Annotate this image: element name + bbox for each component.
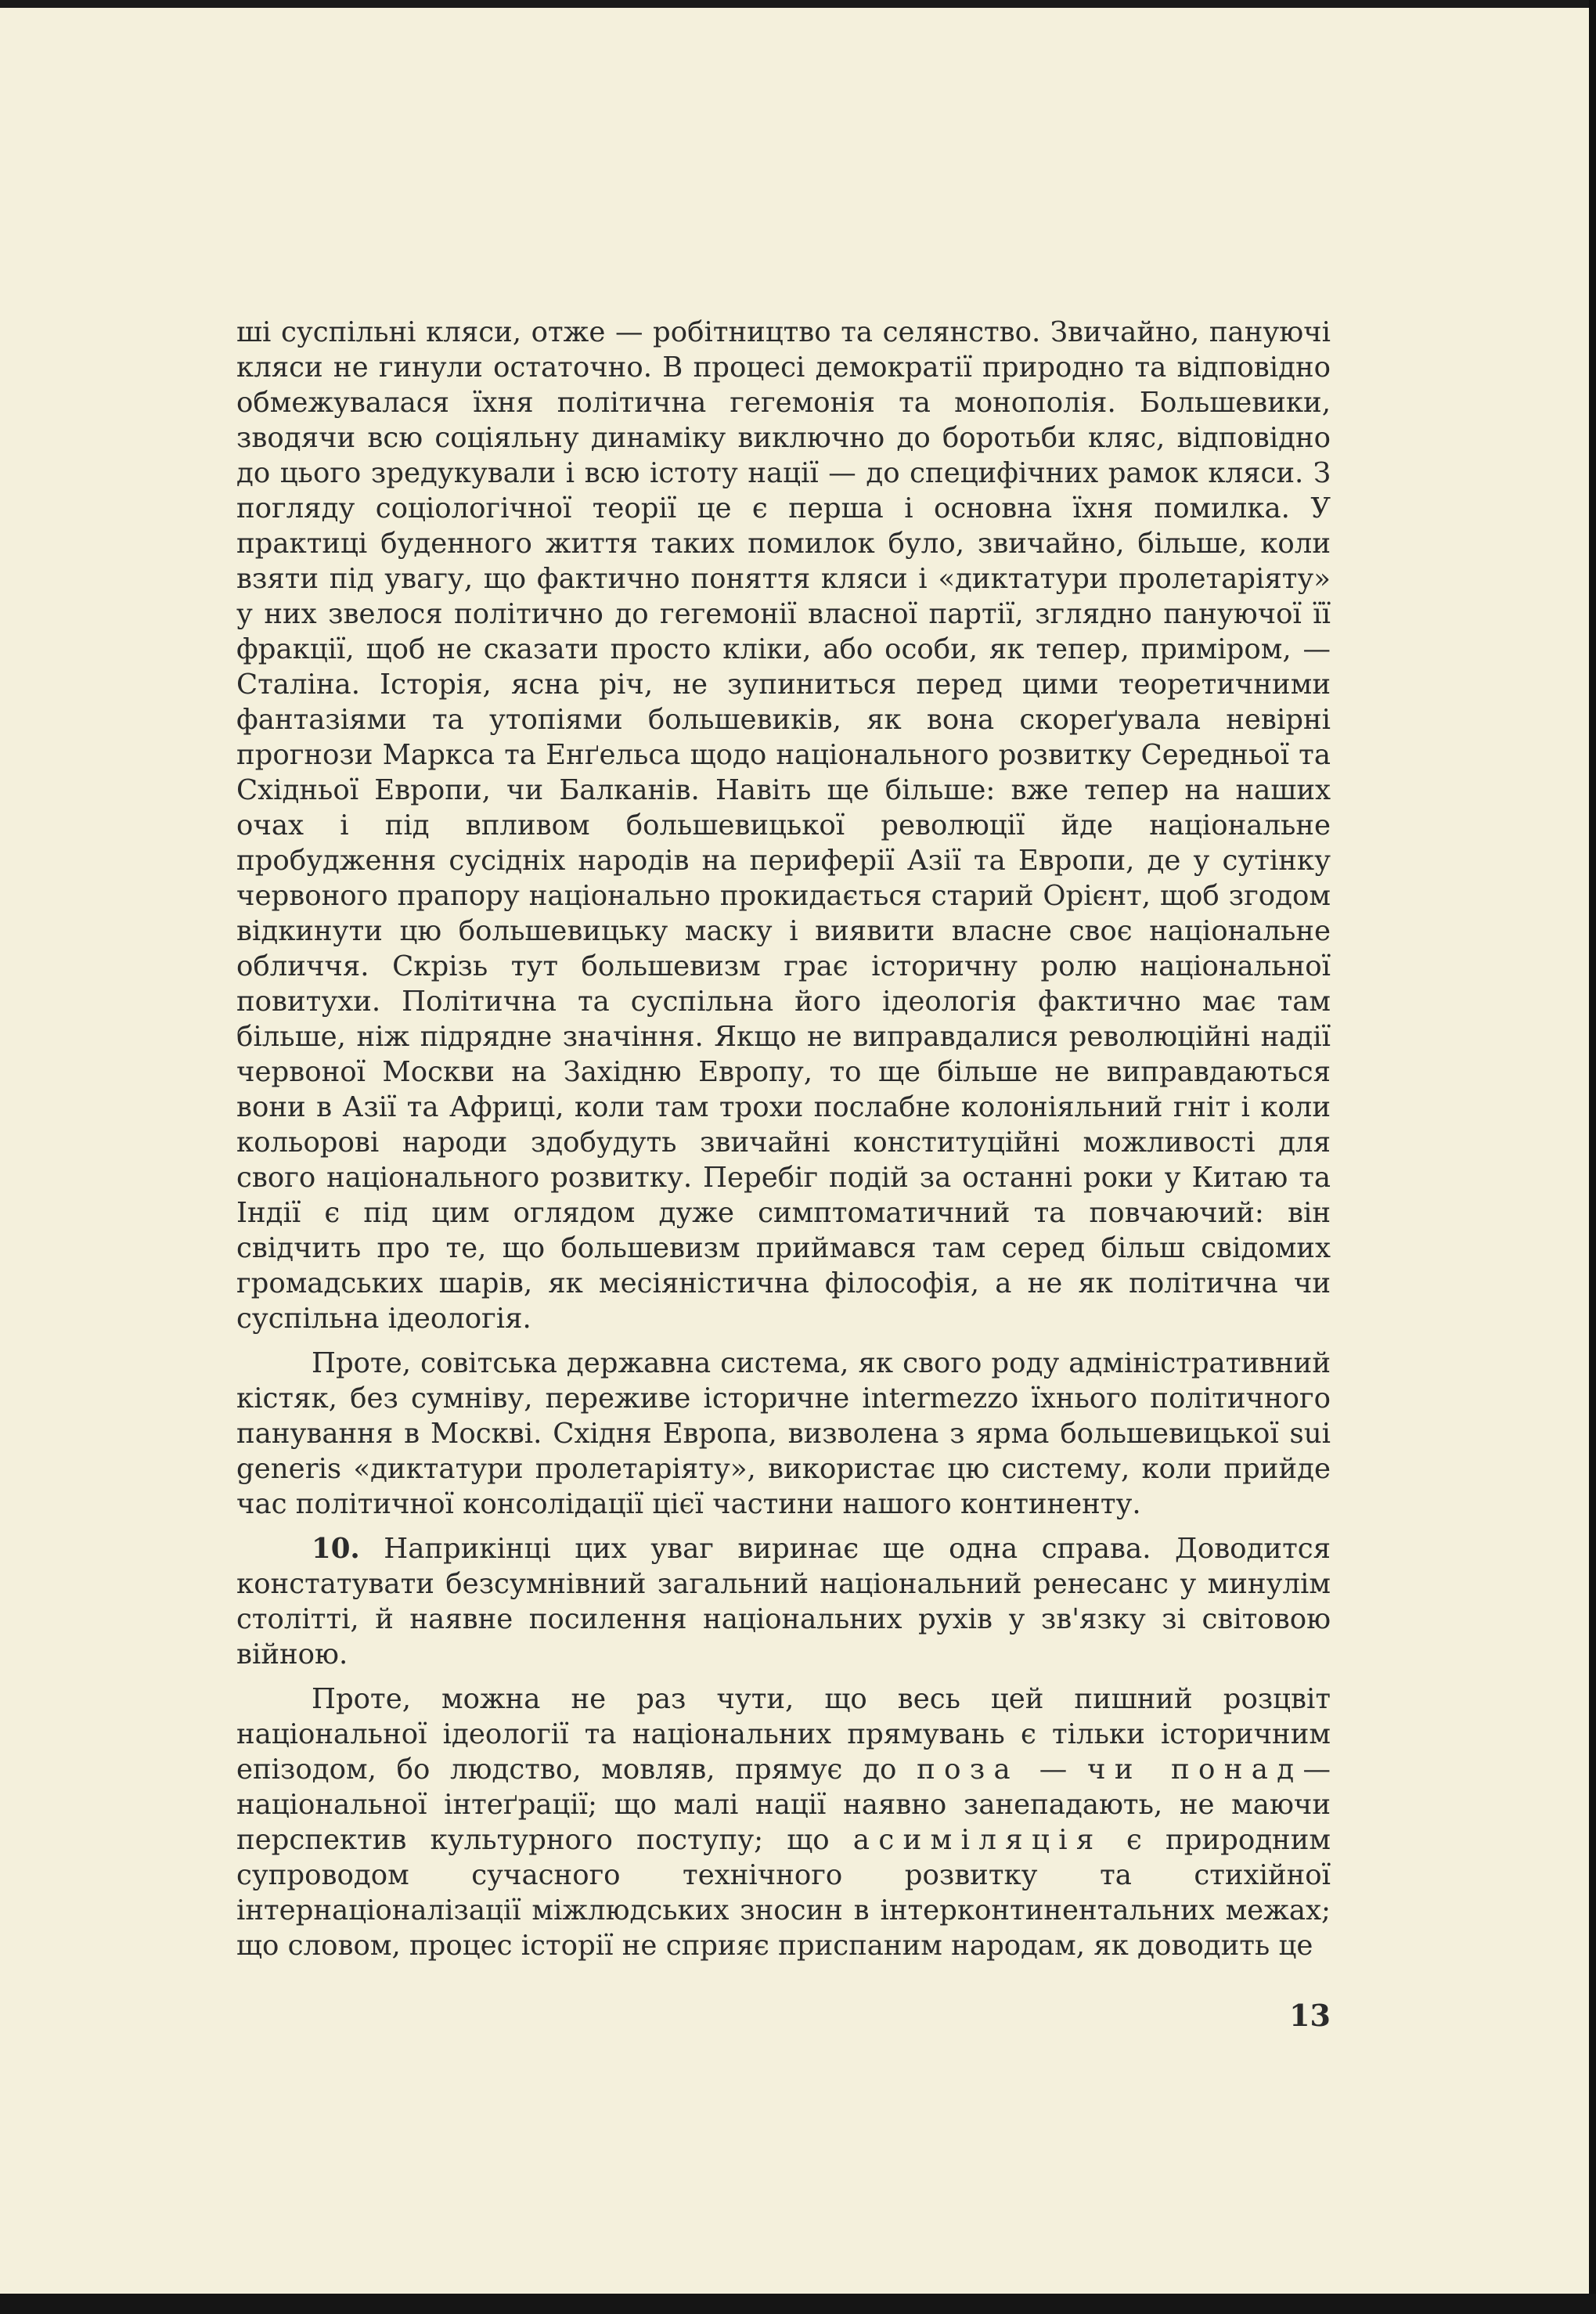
scan-edge-bottom [0, 2294, 1596, 2314]
section-number: 10. [312, 1533, 360, 1565]
paragraph-3 [236, 1531, 1331, 1672]
page-number: 13 [1289, 1998, 1331, 2033]
paragraph-2: Проте, совітська державна система, як свого роду адміністративний кістяк, без сумніву, переживе історичне intermezzo їхнього політичного панування в Москві. Східня Европа, визволена з ярма большевицької sui generis «диктатури пролетаріяту», використає цю систему, коли прийде час політичної консолідації цієї частини нашого континенту. [236, 1347, 1331, 1520]
book-page [0, 8, 1589, 2294]
spaced-word-chy-ponad: чи понад [1087, 1754, 1303, 1786]
paragraph-4 [236, 1681, 1331, 1963]
paragraph-4-part-2: —національної інтеґрації; що малі нації наявно занепадають, не маючи перспектив культурного поступу; що [236, 1754, 1331, 1856]
paragraph-4-part-3: є природним супроводом сучасного технічного розвитку та стихійної інтернаціоналізації міжлюдських зносин в інтерконтинентальних межах; що словом, процес історії не сприяє приспаним народам, як доводить це [236, 1824, 1331, 1962]
scan-edge-right [1589, 0, 1596, 2314]
paragraph-1: ші суспільні кляси, отже — робітництво та селянство. Звичайно, пануючі кляси не гинули остаточно. В процесі демократії природно та відповідно обмежувалася їхня політична гегемонія та монополія. Большевики, зводячи всю соціяльну динаміку виключно до боротьби кляс, відповідно до цього зредукували і всю істоту нації — до специфічних рамок кляси. З погляду соціологічної теорії це є перша і основна їхня помилка. У практиці буденного життя таких помилок було, звичайно, більше, коли взяти під увагу, що фактично поняття кляси і «диктатури пролетаріяту» у них звелося політично до гегемонії власної партії, зглядно пануючої її фракції, щоб не сказати просто кліки, або особи, як тепер, приміром, — Сталіна. Історія, ясна річ, не зупиниться перед цими теоретичними фантазіями та утопіями большевиків, як вона скореґувала невірні прогнози Маркса та Енґельса щодо національного розвитку Середньої та Східньої Европи, чи Балканів. Навіть ще більше: вже тепер на наших очах і під впливом большевицької революції йде національне пробудження сусідніх народів на периферії Азії та Европи, де у сутінку червоного прапору національно прокидається старий Орієнт, щоб згодом відкинути цю большевицьку маску і виявити власне своє національне обличчя. Скрізь тут большевизм грає історичну ролю національної повитухи. Політична та суспільна його ідеологія фактично має там більше, ніж підрядне значіння. Якщо не виправдалися революційні надії червоної Москви на Західню Европу, то ще більше не виправдаються вони в Азії та Африці, коли там трохи послабне колоніяльний гніт і коли кольорові народи здобудуть звичайні конституційні можливості для свого національного розвитку. Перебіг подій за останні роки у Китаю та Індії є під цим оглядом дуже симптоматичний та повчаючий: він свідчить про те, що большевизм приймався там серед більш свідомих громадських шарів, як месіяністична філософія, а не як політична чи суспільна ідеологія. [236, 316, 1331, 1335]
spaced-word-asymiliatsiia: асиміляція [852, 1824, 1103, 1856]
spaced-word-poza: поза [917, 1754, 1020, 1786]
spaced-dash: — [1019, 1754, 1088, 1786]
paragraph-3-text: Наприкінці цих уваг виринає ще одна справа. Доводится констатувати безсумнівний загальний національний ренесанс у минулім столітті, й наявне посилення національних рухів у зв'язку зі світовою війною. [236, 1533, 1331, 1671]
body-text [236, 315, 1331, 1963]
paragraph-4-part-1: Проте, можна не раз чути, що весь цей пишний розцвіт національної ідеології та національних прямувань є тільки історичним епізодом, бо людство, мовляв, прямує до [236, 1683, 1331, 1786]
